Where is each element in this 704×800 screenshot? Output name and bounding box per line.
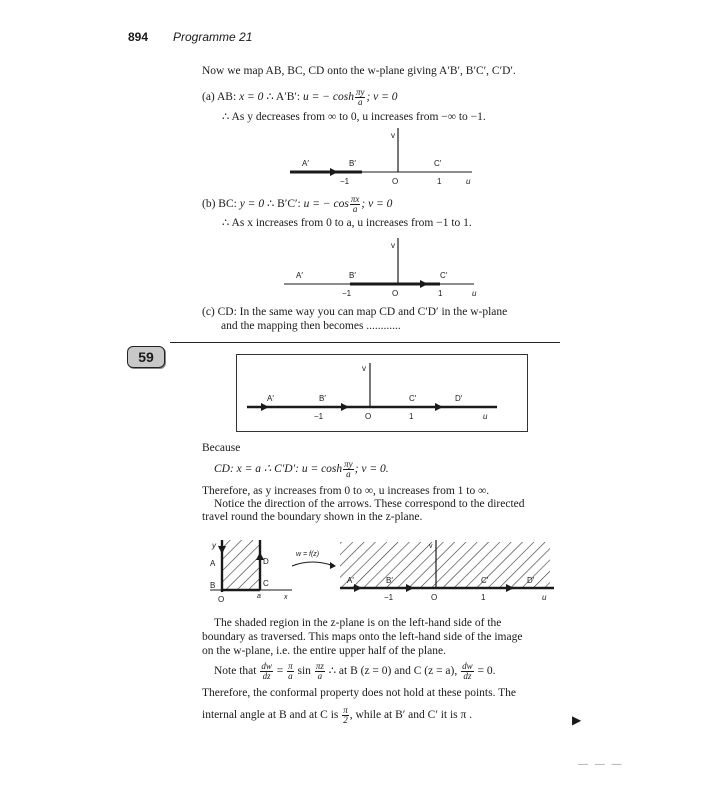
page-footer-dashes: — — —	[578, 759, 624, 770]
note-prefix: Note that	[214, 665, 257, 678]
page-number: 894	[128, 30, 149, 44]
label-u: u	[483, 412, 488, 421]
w-label-u: u	[542, 593, 547, 602]
shaded-line-3: on the w-plane, i.e. the entire upper half of the plane.	[202, 645, 446, 657]
note-dw: dw	[261, 661, 272, 671]
answer-box	[236, 354, 528, 432]
diagram-a	[280, 124, 510, 188]
w-label-d-prime: D′	[527, 576, 535, 585]
w-label-v: v	[429, 543, 433, 550]
part-b-v-expr: ; v = 0	[361, 198, 393, 211]
w-label-b-prime: B′	[386, 576, 393, 585]
tick-minus-one: −1	[340, 177, 350, 186]
label-c-prime: C′	[409, 394, 417, 403]
note-mid: ∴ at B (z = 0) and C (z = a),	[328, 665, 458, 678]
frame-divider	[170, 342, 560, 343]
label-u: u	[472, 289, 477, 298]
z-label-a: A	[210, 559, 216, 568]
note-sin: sin	[297, 665, 311, 678]
angle-text-2: , while at B′ and C′ it is π .	[349, 709, 473, 722]
because-frac-num: πy	[344, 459, 353, 469]
angle-pi: π	[343, 705, 348, 715]
z-label-a-value: a	[257, 593, 261, 600]
because-notice-2: travel round the boundary shown in the z-plane.	[202, 511, 423, 523]
tick-minus-one: −1	[342, 289, 352, 298]
angle-text-1: internal angle at B and at C is	[202, 709, 339, 722]
part-a-v-expr: ; v = 0	[366, 91, 398, 104]
z-label-c: C	[263, 579, 269, 588]
part-a-therefore: ∴	[266, 91, 274, 104]
because-therefore: Therefore, as y increases from 0 to ∞, u increases from 1 to ∞.	[202, 485, 490, 497]
intro-text: Now we map AB, BC, CD onto the w-plane giving A′B′, B′C′, C′D′.	[202, 65, 516, 77]
part-c-line1: (c) CD: In the same way you can map CD and C′D′ in the w-plane	[202, 306, 508, 318]
note-piz-a-fraction	[315, 662, 325, 681]
z-label-b: B	[210, 581, 216, 590]
arrow-icon	[330, 168, 338, 176]
arrow-icon	[261, 403, 269, 411]
part-a-result: ∴ As y decreases from ∞ to 0, u increases from −∞ to −1.	[222, 111, 486, 123]
label-v: v	[391, 131, 395, 140]
arrow-icon	[420, 280, 428, 288]
mapping-arrow	[292, 562, 334, 566]
part-a-label: (a) AB:	[202, 91, 237, 104]
z-plane-shaded-region	[222, 540, 260, 590]
part-b-condition: y = 0	[239, 198, 265, 211]
because-frac-den: a	[346, 469, 351, 479]
part-b-u-expr: u = − cos	[303, 198, 349, 211]
part-a-frac-num: πy	[355, 87, 365, 97]
note-dwdz-fraction-2	[461, 662, 474, 681]
part-b-frac-den: a	[352, 204, 358, 214]
w-label-a-prime: A′	[347, 576, 354, 585]
note-a: a	[288, 671, 293, 681]
tick-origin: O	[392, 289, 399, 298]
because-cd-line: CD: x = a ∴ C′D′: u = cosh	[214, 463, 343, 476]
part-b-label: (b) BC:	[202, 198, 237, 211]
mapping-figure	[200, 536, 560, 608]
part-b-result: ∴ As x increases from 0 to a, u increases from −1 to 1.	[222, 217, 472, 229]
because-title: Because	[202, 442, 241, 454]
w-tick-origin: O	[431, 593, 438, 602]
z-label-d: D	[263, 557, 269, 566]
w-tick-one: 1	[481, 593, 486, 602]
note-dwdz-fraction	[260, 662, 273, 681]
part-a-condition: x = 0	[239, 91, 264, 104]
label-b-prime: B′	[319, 394, 326, 403]
part-a-frac-den: a	[357, 97, 363, 107]
part-a-fraction	[355, 88, 366, 107]
diagram-b	[280, 234, 510, 300]
w-label-c-prime: C′	[481, 576, 489, 585]
part-b-frac-num: πx	[350, 194, 360, 204]
angle-text	[202, 706, 472, 725]
note-pi: π	[288, 661, 293, 671]
note-piz: πz	[315, 661, 324, 671]
arrow-icon	[341, 403, 349, 411]
note-end: = 0.	[477, 665, 496, 678]
tick-one: 1	[409, 412, 414, 421]
shaded-line-2: boundary as traversed. This maps onto the left-hand side of the image	[202, 631, 523, 643]
part-b-fraction	[350, 195, 361, 214]
w-plane-shaded-region	[340, 542, 550, 588]
note-equation	[214, 662, 496, 681]
tick-one: 1	[438, 289, 443, 298]
part-c-line2: and the mapping then becomes ............	[221, 320, 401, 332]
part-a-equation	[202, 88, 398, 107]
label-a-prime: A′	[302, 159, 309, 168]
angle-pi-over-2	[342, 706, 349, 725]
label-u: u	[466, 177, 471, 186]
frame-number-badge: 59	[127, 346, 165, 368]
arrow-icon	[435, 403, 443, 411]
mapping-label: w = f(z)	[296, 551, 320, 558]
note-equals: =	[276, 665, 284, 678]
part-b-therefore: ∴	[266, 198, 275, 211]
note-dw2: dw	[462, 661, 473, 671]
because-fraction	[343, 460, 354, 479]
note-a2: a	[317, 671, 323, 681]
label-b-prime: B′	[349, 159, 356, 168]
because-cd-equation	[214, 460, 389, 479]
label-d-prime: D′	[455, 394, 463, 403]
conformal-text: Therefore, the conformal property does not hold at these points. The	[202, 687, 517, 699]
note-pi-a-fraction	[287, 662, 294, 681]
note-dz: dz	[262, 671, 271, 681]
part-a-u-expr: u = − cosh	[302, 91, 354, 104]
shaded-line-1: The shaded region in the z-plane is on the left-hand side of the	[214, 617, 502, 629]
because-v-expr: ; v = 0.	[354, 463, 389, 476]
label-a-prime: A′	[296, 271, 303, 280]
part-b-equation	[202, 195, 392, 214]
part-b-mapped: B′C′:	[277, 198, 301, 211]
diagram-c	[237, 355, 527, 431]
w-tick-minus-one: −1	[384, 593, 394, 602]
z-label-origin: O	[218, 595, 225, 604]
programme-title: Programme 21	[173, 30, 253, 44]
arrow-icon	[330, 562, 336, 569]
tick-origin: O	[365, 412, 372, 421]
tick-one: 1	[437, 177, 442, 186]
label-v: v	[362, 364, 366, 373]
because-notice-1: Notice the direction of the arrows. These correspond to the directed	[214, 498, 525, 510]
label-v: v	[391, 241, 395, 250]
z-label-y: y	[212, 541, 216, 550]
z-label-x: x	[284, 594, 288, 601]
part-a-mapped: A′B′:	[275, 91, 301, 104]
next-page-arrow-icon[interactable]: ▶	[572, 713, 582, 727]
label-a-prime: A′	[267, 394, 274, 403]
tick-minus-one: −1	[314, 412, 324, 421]
angle-two: 2	[343, 715, 348, 725]
note-dz2: dz	[463, 671, 472, 681]
label-c-prime: C′	[440, 271, 448, 280]
label-b-prime: B′	[349, 271, 356, 280]
tick-origin: O	[392, 177, 399, 186]
label-c-prime: C′	[434, 159, 442, 168]
